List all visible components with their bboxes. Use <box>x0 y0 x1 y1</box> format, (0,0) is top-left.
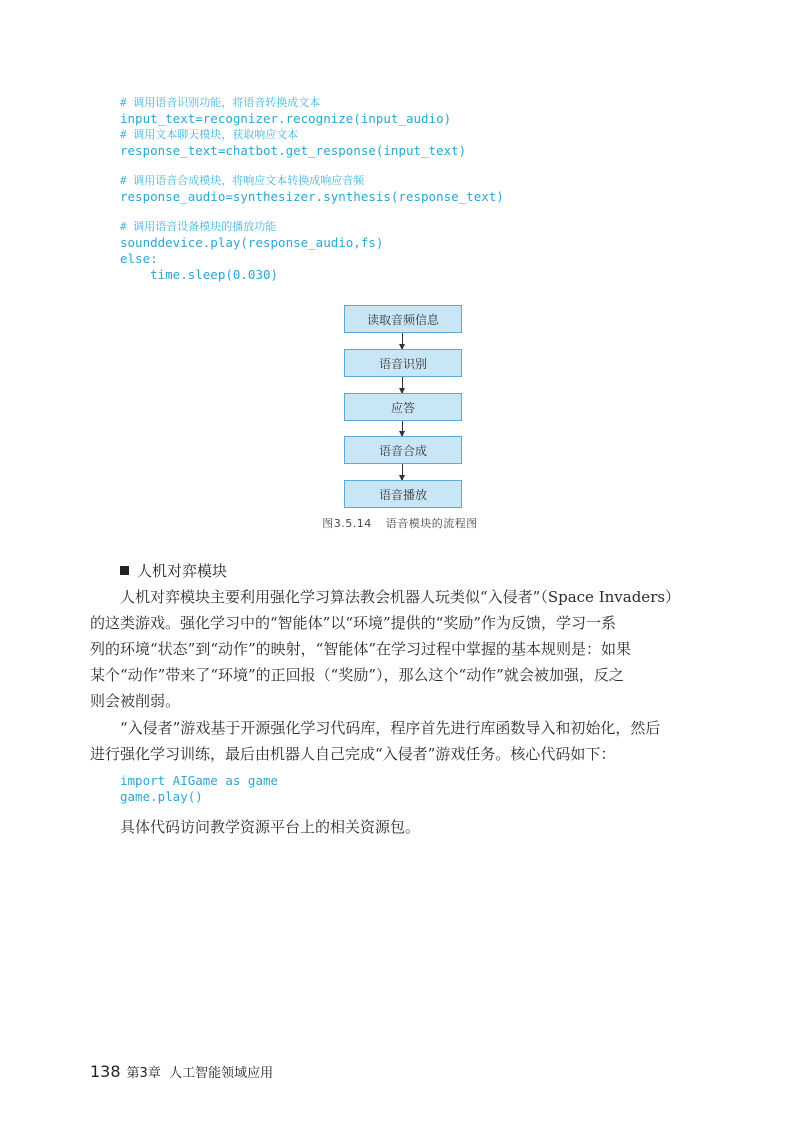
code-block-game <box>120 773 278 805</box>
section-heading-text: 人机对弈模块 <box>137 562 228 580</box>
figure-caption <box>0 515 800 531</box>
paragraph-intro <box>90 584 710 714</box>
figure-number: 图3.5.14 <box>322 517 372 530</box>
code-line: game.play() <box>120 789 203 804</box>
paragraph-line: “入侵者”游戏基于开源强化学习代码库，程序首先进行库函数导入和初始化，然后 <box>120 719 661 737</box>
paragraph-line: 人机对弈模块主要利用强化学习算法教会机器人玩类似“入侵者”（Space Invaders） <box>120 588 681 606</box>
paragraph-line: 的这类游戏。强化学习中的“智能体”以“环境”提供的“奖励”作为反馈，学习一系 <box>90 614 617 632</box>
chapter-label: 第3章 <box>126 1066 161 1081</box>
paragraph-line: 某个“动作”带来了“环境”的正回报（“奖励”），那么这个“动作”就会被加强，反之 <box>90 666 624 684</box>
code-blank-line <box>120 205 504 219</box>
paragraph-game <box>90 715 710 767</box>
flow-arrow <box>402 464 403 480</box>
code-line: response_text=chatbot.get_response(input_text) <box>120 143 467 158</box>
flow-step-speech-playback: 语音播放 <box>344 480 462 508</box>
paragraph-line: 进行强化学习训练，最后由机器人自己完成“入侵者”游戏任务。核心代码如下： <box>90 745 616 763</box>
flow-arrow <box>402 333 403 349</box>
code-comment-line: # 调用语音设备模块的播放功能 <box>120 220 277 233</box>
code-line: else: <box>120 251 158 266</box>
code-comment-line: # 调用语音合成模块，将响应文本转换成响应音频 <box>120 174 365 187</box>
section-heading <box>120 560 227 581</box>
chapter-title: 人工智能领域应用 <box>169 1066 274 1081</box>
code-line: time.sleep(0.030) <box>120 267 279 282</box>
flow-step-response: 应答 <box>344 393 462 421</box>
code-comment-line: # 调用文本聊天模块，获取响应文本 <box>120 128 299 141</box>
code-blank-line <box>120 159 504 173</box>
page-number: 138 <box>90 1062 121 1081</box>
code-block-voice <box>120 95 504 283</box>
code-line: response_audio=synthesizer.synthesis(response_text) <box>120 189 504 204</box>
flow-step-speech-synthesis: 语音合成 <box>344 436 462 464</box>
flow-step-read-audio: 读取音频信息 <box>344 305 462 333</box>
code-line: import AIGame as game <box>120 773 279 788</box>
code-line: input_text=recognizer.recognize(input_audio) <box>120 111 452 126</box>
code-comment-line: # 调用语音识别功能，将语音转换成文本 <box>120 96 321 109</box>
flow-step-speech-recognition: 语音识别 <box>344 349 462 377</box>
paragraph-line: 列的环境“状态”到“动作”的映射，“智能体”在学习过程中掌握的基本规则是：如果 <box>90 640 632 658</box>
figure-title: 语音模块的流程图 <box>385 517 478 530</box>
paragraph-line: 则会被削弱。 <box>90 692 181 710</box>
page-footer <box>90 1062 273 1081</box>
bullet-square-icon <box>120 566 129 575</box>
paragraph-line: 具体代码访问教学资源平台上的相关资源包。 <box>120 818 421 836</box>
paragraph-resources <box>90 814 710 840</box>
code-line: sounddevice.play(response_audio,fs) <box>120 235 384 250</box>
flow-arrow <box>402 421 403 436</box>
flow-arrow <box>402 377 403 393</box>
